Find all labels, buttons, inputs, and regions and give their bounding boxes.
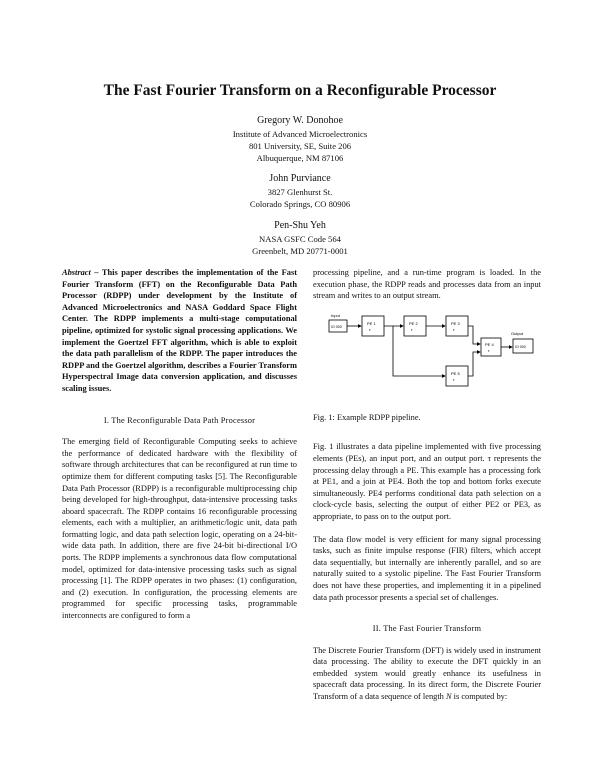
pe2-box <box>404 316 426 336</box>
section1-paragraph: The emerging field of Reconfigurable Computing seeks to achieve the performance of dedicated hardware with the flexibility of software through architectures that can be reconfigured at run time to optimize them for different computing tasks [5]. The Reconfigurable Data Path Processor (RDPP) is a reconfigurable multiprocessing chip being developed for high-throughput, data-intensive processing tasks aboard spacecraft. The RDPP contains 16 reconfigurable processing elements, each with a multiplier, an arithmetic/logic unit, data path formatting logic, and data path selection logic, operating on a 24-bit-wide data path. In addition, there are five 24-bit bi-directional I/O ports. The RDPP implements a synchronous data flow computational model, optimized for data-intensive processing tasks such as signal processing [1]. The RDPP operates in two phases: (1) configuration, and (2) execution. In configuration, the processing elements are programmed for specific processing tasks, programmable interconnects are configured to form a <box>62 437 297 621</box>
author-city: Colorado Springs, CO 80906 <box>249 199 351 209</box>
pe2-label: PE 2 <box>409 320 418 326</box>
pe5-label: PE 5 <box>451 370 460 376</box>
section-heading-1: I. The Reconfigurable Data Path Processor <box>103 415 256 425</box>
pe3-box <box>446 316 468 336</box>
pe5-tau: τ <box>453 376 455 382</box>
pe4-tau: τ <box>488 347 490 353</box>
author-block-2 <box>0 172 600 210</box>
input-port-label: IO 000 <box>331 324 342 329</box>
output-port-label: IO 000 <box>515 344 526 349</box>
author-name: John Purviance <box>269 173 331 184</box>
author-block-3 <box>0 219 600 257</box>
author-city: Greenbelt, MD 20771-0001 <box>252 246 348 256</box>
author-address: 801 University, SE, Suite 206 <box>248 141 352 151</box>
pe2-tau: τ <box>411 326 413 332</box>
output-label: Output <box>511 330 524 336</box>
author-city: Albuquerque, NM 87106 <box>256 153 344 163</box>
p4-end: is computed by: <box>451 692 508 702</box>
author-name: Pen-Shu Yeh <box>274 220 326 231</box>
paper-title: The Fast Fourier Transform on a Reconfigurable Processor <box>103 82 497 99</box>
right-paragraph-2: Fig. 1 illustrates a data pipeline implemented with five processing elements (PEs), an input port, and an output port. τ represents the processing delay through a PE. This example has a processing fork at PE1, and a join at PE4. Both the top and bottom forks execute simultaneously. PE4 performs conditional data path selection on a clock-cycle basis, selecting the output of either PE2 or PE3, as appropriate, to pass on to the output port. <box>313 442 541 521</box>
pe1-tau: τ <box>369 326 371 332</box>
right-column <box>313 267 541 703</box>
pe4-box <box>481 338 501 356</box>
author-block-1 <box>0 114 600 164</box>
abstract-lead: Abstract – <box>62 268 99 277</box>
pe1-box <box>362 316 384 336</box>
pe4-label: PE 4 <box>485 341 494 347</box>
pe3-tau: τ <box>453 326 455 332</box>
abstract <box>62 267 297 395</box>
section-heading-2: II. The Fast Fourier Transform <box>372 624 482 634</box>
right-paragraph-4 <box>313 645 541 703</box>
abstract-body: This paper describes the implementation of the Fast Fourier Transform (FFT) on the Reconfigurable Data Path Processor (RDPP) under development by the Institute of Advanced Microelectronics and NASA Goddard Space Flight Center. The RDPP implements a multi-stage computational pipeline, optimized for systolic signal processing applications. We implement the Goertzel FFT algorithm, which is able to exploit the data path parallelism of the RDPP. The paper introduces the RDPP and the Goertzel algorithm, describes a Fourier Transform Hyperspectral Image data conversion application, and discusses scaling issues. <box>62 268 297 393</box>
author-affiliation: Institute of Advanced Microelectronics <box>232 129 368 139</box>
figure-rdpp-pipeline <box>313 306 541 406</box>
p4-variable: N <box>445 692 452 702</box>
figure-caption: Fig. 1: Example RDPP pipeline. <box>313 412 421 422</box>
pe1-label: PE 1 <box>367 320 376 326</box>
pe5-box <box>446 366 468 386</box>
author-name: Gregory W. Donohoe <box>257 115 343 126</box>
left-column <box>62 267 297 622</box>
input-label: Input <box>331 312 340 318</box>
right-paragraph-1: processing pipeline, and a run-time program is loaded. In the execution phase, the RDPP reads and processes data from an input stream and writes to an output stream. <box>313 268 541 301</box>
pe3-label: PE 3 <box>451 320 460 326</box>
author-affiliation: NASA GSFC Code 564 <box>259 234 341 244</box>
right-paragraph-3: The data flow model is very efficient for many signal processing tasks, such as finite impulse response (FIR) filters, which accept data sequentially, but internally are inherently parallel, and so are naturally suited to a systolic pipeline. The Fast Fourier Transform does not have these properties, and implementing it in a pipelined data path processor presents a special set of challenges. <box>313 534 541 602</box>
author-address: 3827 Glenhurst St. <box>267 187 333 197</box>
p4-text: The Discrete Fourier Transform (DFT) is widely used in instrument data processing. The ability to execute the DFT quickly in an embedded system would greatly enhance its usefulness in spacecraft data processing. In its direct form, the Discrete Fourier Transform of a data sequence of length <box>313 645 541 702</box>
